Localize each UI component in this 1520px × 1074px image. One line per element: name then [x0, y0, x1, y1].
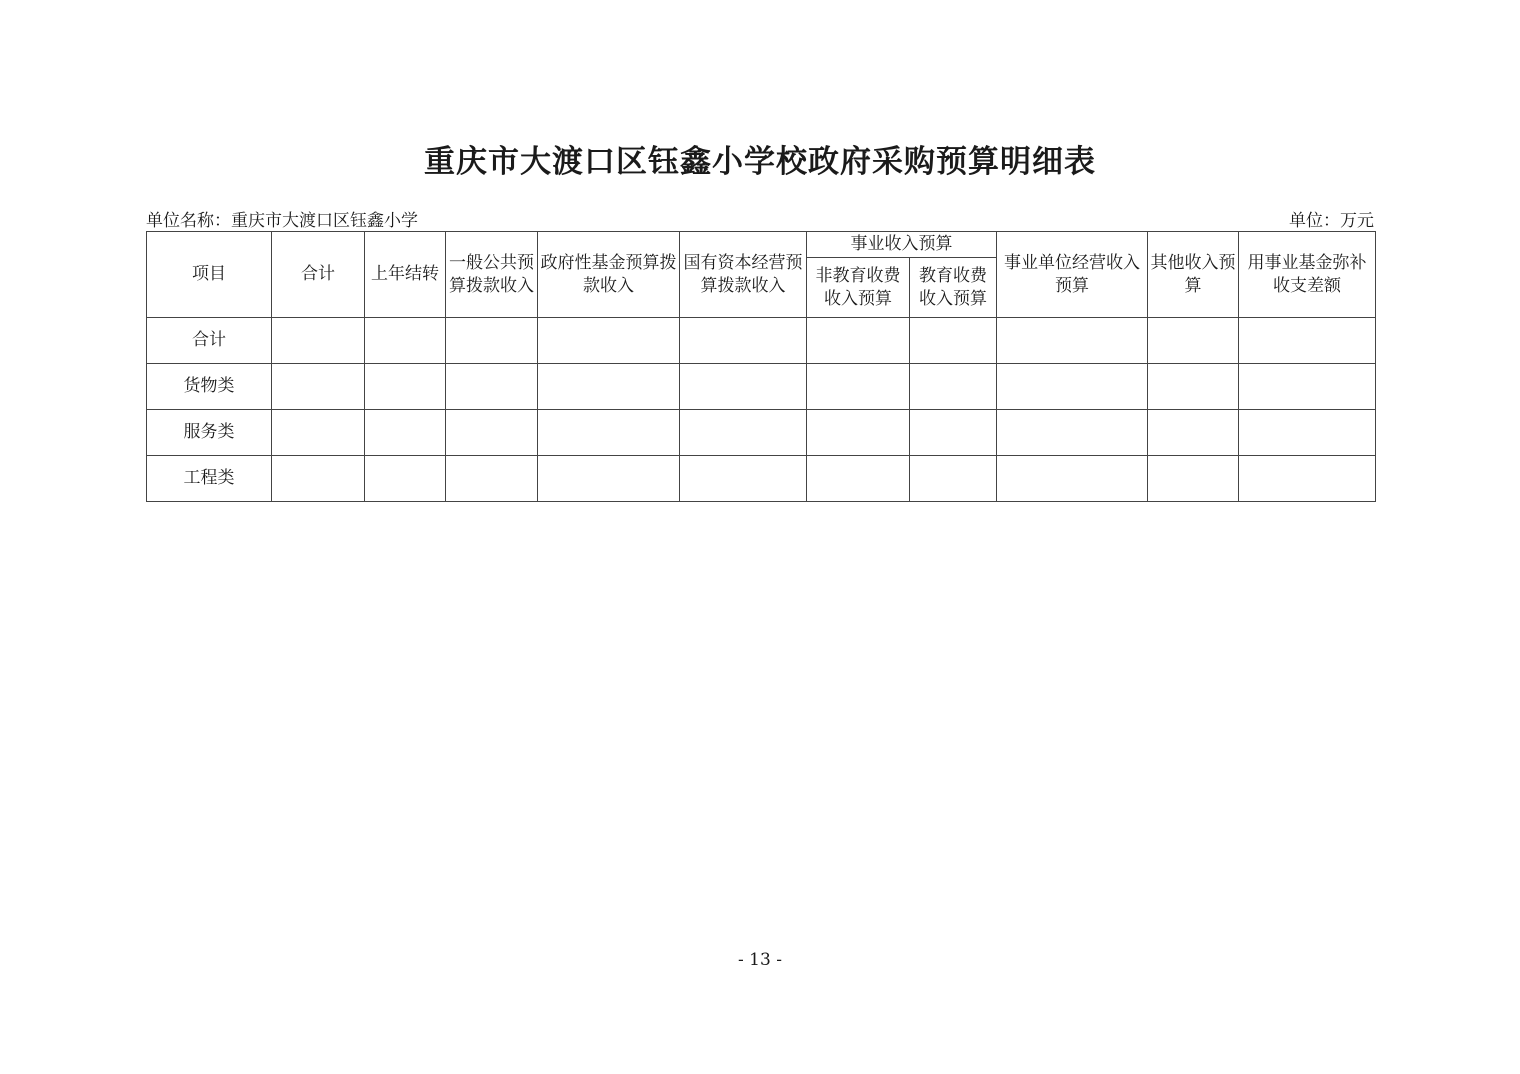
table-cell: [1239, 318, 1376, 364]
table-cell: [272, 318, 365, 364]
table-cell: [910, 318, 997, 364]
table-row: [147, 456, 1376, 502]
table-cell: [680, 410, 807, 456]
table-cell: [365, 410, 446, 456]
header-carryover: 上年结转: [365, 232, 446, 318]
table-cell: [997, 456, 1148, 502]
table-cell: [272, 456, 365, 502]
table-cell: [365, 456, 446, 502]
table-cell: [446, 318, 538, 364]
header-gov-fund: 政府性基金预算拨款收入: [538, 232, 680, 318]
table-cell: [807, 364, 910, 410]
unit-label: 单位：万元: [1289, 211, 1374, 231]
page-title: 重庆市大渡口区钰鑫小学校政府采购预算明细表: [424, 144, 1096, 180]
row-label: 货物类: [147, 364, 272, 410]
row-label: 工程类: [147, 456, 272, 502]
row-label: 合计: [147, 318, 272, 364]
procurement-budget-table: [146, 231, 1376, 502]
table-cell: [365, 318, 446, 364]
table-cell: [1239, 364, 1376, 410]
header-business-income-group: 事业收入预算: [807, 232, 997, 258]
table-cell: [997, 364, 1148, 410]
header-business-unit: 事业单位经营收入预算: [997, 232, 1148, 318]
header-fund-compensation: 用事业基金弥补收支差额: [1239, 232, 1376, 318]
header-general-public: 一般公共预算拨款收入: [446, 232, 538, 318]
table-cell: [1239, 456, 1376, 502]
table-cell: [807, 456, 910, 502]
table-cell: [680, 364, 807, 410]
table-cell: [680, 456, 807, 502]
table-cell: [272, 364, 365, 410]
header-state-capital: 国有资本经营预算拨款收入: [680, 232, 807, 318]
table-cell: [807, 410, 910, 456]
table-cell: [272, 410, 365, 456]
table-cell: [910, 456, 997, 502]
table-cell: [446, 456, 538, 502]
page-number: - 13 -: [738, 950, 782, 970]
table-cell: [1148, 456, 1239, 502]
table-cell: [910, 364, 997, 410]
table-cell: [365, 364, 446, 410]
table-cell: [997, 410, 1148, 456]
table-cell: [1148, 410, 1239, 456]
table-cell: [446, 364, 538, 410]
table-row: [147, 364, 1376, 410]
table-cell: [1239, 410, 1376, 456]
table-cell: [538, 318, 680, 364]
table-cell: [910, 410, 997, 456]
row-label: 服务类: [147, 410, 272, 456]
table-cell: [1148, 318, 1239, 364]
table-cell: [538, 456, 680, 502]
table-row: [147, 318, 1376, 364]
header-total: 合计: [272, 232, 365, 318]
table-cell: [538, 364, 680, 410]
table-cell: [997, 318, 1148, 364]
table-cell: [1148, 364, 1239, 410]
table-cell: [446, 410, 538, 456]
header-item: 项目: [147, 232, 272, 318]
header-other-income: 其他收入预算: [1148, 232, 1239, 318]
table-cell: [680, 318, 807, 364]
unit-name-label: 单位名称：重庆市大渡口区钰鑫小学: [146, 211, 418, 231]
header-non-edu-fee: 非教育收费收入预算: [807, 258, 910, 318]
header-edu-fee: 教育收费收入预算: [910, 258, 997, 318]
table-row: [147, 410, 1376, 456]
table-cell: [538, 410, 680, 456]
table-cell: [807, 318, 910, 364]
